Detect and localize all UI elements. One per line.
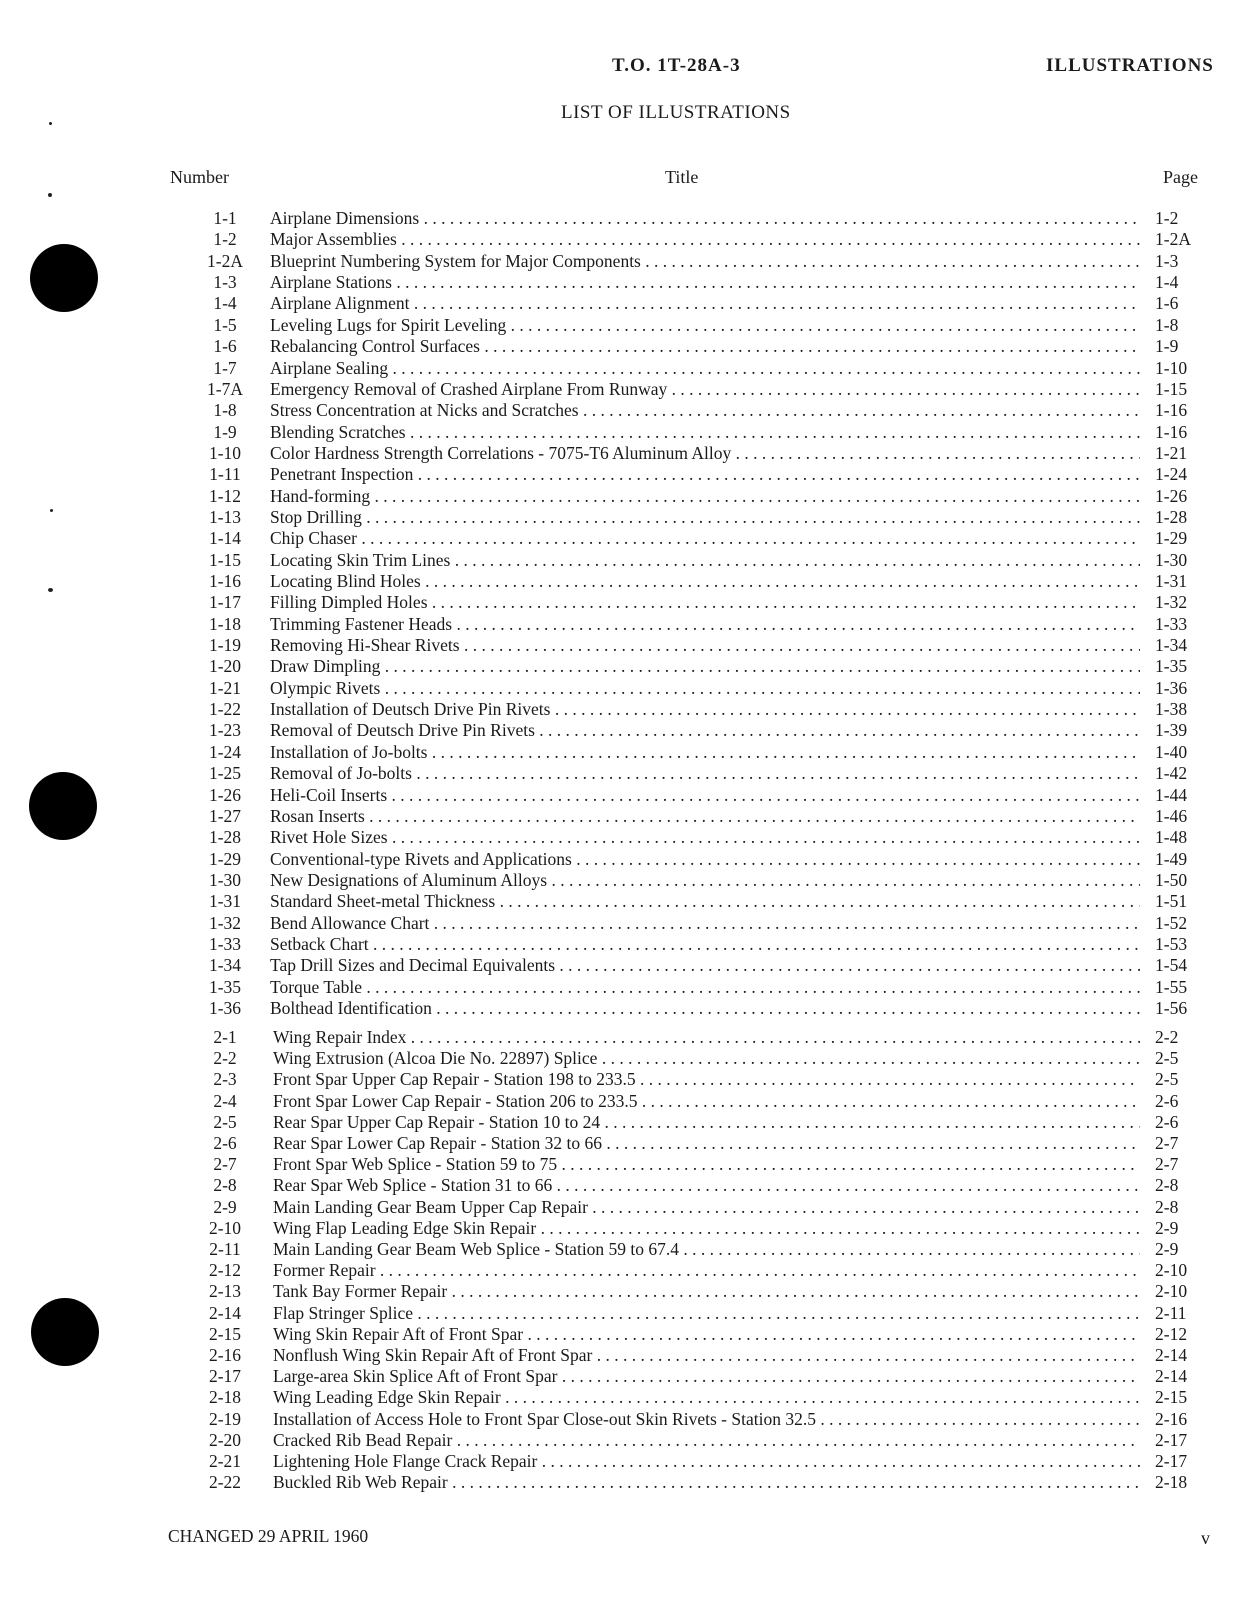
figure-page: 2-16	[1155, 1408, 1188, 1429]
figure-page: 1-28	[1155, 506, 1188, 527]
list-item	[0, 527, 1256, 549]
figure-title: Locating Skin Trim Lines . . .	[270, 549, 1140, 571]
figure-title: Removal of Deutsch Drive Pin Rivets . . .	[270, 719, 1140, 741]
figure-page: 1-38	[1155, 699, 1188, 719]
figure-number: 1-29	[208, 848, 242, 869]
figure-number: 1-2A	[207, 250, 243, 271]
figure-title: Front Spar Lower Cap Repair - Station 206 to 233.5 . . .	[273, 1090, 1140, 1112]
figure-title: Bend Allowance Chart . . .	[270, 912, 1140, 934]
list-item	[0, 976, 1256, 998]
figure-title: New Designations of Aluminum Alloys . . .	[270, 869, 1140, 891]
list-item	[0, 1196, 1256, 1218]
figure-page: 1-49	[1155, 848, 1188, 869]
figure-number: 1-7	[213, 357, 237, 378]
list-item	[0, 399, 1256, 421]
list-item	[0, 506, 1256, 528]
figure-page: 1-56	[1155, 998, 1188, 1018]
figure-number: 1-15	[208, 549, 242, 570]
figure-title: Hand-forming . . .	[270, 485, 1140, 507]
figure-page: 2-2	[1155, 1027, 1179, 1047]
figure-number: 1-30	[208, 869, 242, 890]
list-item	[0, 655, 1256, 677]
figure-number: 1-19	[208, 635, 242, 655]
figure-number: 2-6	[213, 1133, 237, 1153]
list-item	[0, 1323, 1256, 1345]
list-item	[0, 1217, 1256, 1239]
list-item	[0, 1238, 1256, 1260]
list-item	[0, 1471, 1256, 1493]
figure-page: 2-14	[1155, 1366, 1188, 1387]
figure-number: 1-28	[208, 827, 242, 848]
figure-number: 1-14	[208, 528, 242, 549]
figure-number: 2-7	[213, 1154, 237, 1175]
column-header-page: Page	[1163, 167, 1198, 187]
figure-page: 1-21	[1155, 442, 1188, 463]
page-title: LIST OF ILLUSTRATIONS	[561, 102, 791, 123]
figure-number: 1-22	[208, 699, 242, 719]
scan-speck	[49, 122, 52, 125]
figure-title: Torque Table . . .	[270, 976, 1140, 998]
list-item	[0, 207, 1256, 229]
figure-number: 1-33	[208, 933, 242, 954]
figure-title: Wing Repair Index . . .	[273, 1026, 1140, 1048]
figure-page: 1-2	[1155, 208, 1179, 228]
list-item	[0, 421, 1256, 443]
figure-number: 2-13	[208, 1281, 242, 1302]
figure-page: 2-10	[1155, 1281, 1188, 1302]
list-item	[0, 1047, 1256, 1069]
figure-number: 2-15	[208, 1323, 242, 1344]
figure-number: 1-35	[208, 976, 242, 997]
list-item	[0, 741, 1256, 763]
figure-title: Cracked Rib Bead Repair . . .	[273, 1429, 1140, 1451]
figure-page: 1-16	[1155, 400, 1188, 421]
figure-number: 1-23	[208, 720, 242, 741]
figure-number: 1-34	[208, 955, 242, 976]
figure-title: Bolthead Identification . . .	[270, 997, 1140, 1019]
figure-number: 1-32	[208, 912, 242, 933]
list-item	[0, 805, 1256, 827]
figure-title: Main Landing Gear Beam Upper Cap Repair . . .	[273, 1196, 1140, 1218]
list-item	[0, 314, 1256, 336]
figure-title: Locating Blind Holes . . .	[270, 570, 1140, 592]
column-header-number: Number	[170, 167, 229, 187]
list-item	[0, 784, 1256, 806]
figure-page: 1-44	[1155, 784, 1188, 805]
figure-page: 2-17	[1155, 1429, 1188, 1450]
list-item	[0, 1068, 1256, 1090]
figure-page: 1-2A	[1155, 229, 1191, 250]
figure-page: 1-33	[1155, 613, 1188, 634]
list-item	[0, 613, 1256, 635]
figure-title: Airplane Alignment . . .	[270, 292, 1140, 314]
list-item	[0, 1344, 1256, 1366]
list-item	[0, 335, 1256, 357]
figure-page: 2-8	[1155, 1196, 1179, 1217]
figure-page: 2-5	[1155, 1069, 1179, 1090]
figure-title: Rear Spar Upper Cap Repair - Station 10 to 24 . . .	[273, 1111, 1140, 1133]
figure-number: 1-3	[213, 272, 237, 293]
figure-page: 2-15	[1155, 1387, 1188, 1408]
figure-number: 1-4	[213, 293, 237, 314]
figure-title: Blueprint Numbering System for Major Components . . .	[270, 250, 1140, 272]
figure-title: Wing Flap Leading Edge Skin Repair . . .	[273, 1217, 1140, 1239]
figure-number: 1-12	[208, 485, 242, 506]
figure-title: Flap Stringer Splice . . .	[273, 1302, 1140, 1324]
figure-number: 2-12	[208, 1260, 242, 1281]
list-item	[0, 1132, 1256, 1154]
figure-number: 1-13	[208, 506, 242, 527]
list-item	[0, 1386, 1256, 1408]
figure-page: 2-9	[1155, 1217, 1179, 1238]
figure-title: Stop Drilling . . .	[270, 506, 1140, 528]
figure-number: 1-11	[209, 464, 241, 485]
figure-title: Draw Dimpling . . .	[270, 655, 1140, 677]
figure-page: 1-30	[1155, 549, 1188, 570]
figure-number: 2-14	[208, 1302, 242, 1323]
figure-number: 1-16	[208, 571, 242, 591]
list-item	[0, 1259, 1256, 1281]
list-item	[0, 378, 1256, 400]
figure-title: Removing Hi-Shear Rivets . . .	[270, 634, 1140, 656]
figure-number: 1-24	[208, 741, 242, 762]
list-item	[0, 1090, 1256, 1112]
figure-number: 1-10	[208, 442, 242, 463]
figure-page: 2-5	[1155, 1048, 1179, 1069]
figure-title: Airplane Sealing . . .	[270, 357, 1140, 379]
figure-number: 2-3	[213, 1069, 237, 1090]
figure-page: 1-29	[1155, 528, 1188, 549]
scan-speck	[48, 193, 52, 197]
figure-page: 1-8	[1155, 314, 1179, 335]
figure-number: 1-20	[208, 656, 242, 677]
figure-number: 2-22	[208, 1472, 242, 1493]
list-item	[0, 463, 1256, 485]
figure-page: 1-50	[1155, 869, 1188, 890]
figure-page: 1-26	[1155, 485, 1188, 506]
figure-page: 2-11	[1155, 1302, 1187, 1323]
figure-title: Installation of Access Hole to Front Spar Close-out Skin Rivets - Station 32.5 . . .	[273, 1408, 1140, 1430]
figure-number: 2-16	[208, 1345, 242, 1365]
list-item	[0, 1365, 1256, 1387]
figure-title: Blending Scratches . . .	[270, 421, 1140, 443]
figure-page: 2-18	[1155, 1472, 1188, 1493]
section-header: ILLUSTRATIONS	[1046, 55, 1214, 76]
figure-number: 1-26	[208, 784, 242, 805]
list-item	[0, 549, 1256, 571]
figure-number: 1-31	[208, 891, 242, 912]
figure-number: 2-2	[213, 1048, 237, 1069]
list-item	[0, 442, 1256, 464]
list-item	[0, 848, 1256, 870]
figure-number: 2-10	[208, 1217, 242, 1238]
list-item	[0, 485, 1256, 507]
figure-number: 1-9	[213, 421, 237, 442]
list-item	[0, 292, 1256, 314]
figure-page: 1-48	[1155, 827, 1188, 848]
list-item	[0, 271, 1256, 293]
list-item	[0, 1153, 1256, 1175]
figure-title: Large-area Skin Splice Aft of Front Spar . . .	[273, 1365, 1140, 1387]
figure-title: Rosan Inserts . . .	[270, 805, 1140, 827]
figure-title: Airplane Stations . . .	[270, 271, 1140, 293]
figure-title: Major Assemblies . . .	[270, 228, 1140, 250]
list-item	[0, 634, 1256, 656]
figure-title: Wing Extrusion (Alcoa Die No. 22897) Splice . . .	[273, 1047, 1140, 1069]
figure-title: Chip Chaser . . .	[270, 527, 1140, 549]
list-item	[0, 1450, 1256, 1472]
figure-title: Color Hardness Strength Correlations - 7075-T6 Aluminum Alloy . . .	[270, 442, 1140, 464]
figure-page: 1-4	[1155, 272, 1179, 293]
figure-page: 2-8	[1155, 1175, 1179, 1196]
figure-page: 1-31	[1155, 571, 1188, 591]
figure-title: Former Repair . . .	[273, 1259, 1140, 1281]
figure-title: Lightening Hole Flange Crack Repair . . .	[273, 1450, 1140, 1472]
figure-number: 2-4	[213, 1090, 237, 1111]
figure-title: Front Spar Upper Cap Repair - Station 198 to 233.5 . . .	[273, 1068, 1140, 1090]
figure-page: 2-6	[1155, 1090, 1179, 1111]
figure-number: 2-9	[213, 1196, 237, 1217]
figure-number: 2-5	[213, 1111, 237, 1132]
figure-page: 2-9	[1155, 1239, 1179, 1259]
change-notice: CHANGED 29 APRIL 1960	[168, 1526, 369, 1546]
figure-page: 1-54	[1155, 955, 1188, 976]
list-item	[0, 1111, 1256, 1133]
figure-page: 1-15	[1155, 378, 1188, 399]
figure-title: Olympic Rivets . . .	[270, 677, 1140, 699]
figure-number: 1-6	[213, 336, 237, 357]
figure-page: 2-6	[1155, 1111, 1179, 1132]
figure-page: 1-35	[1155, 656, 1188, 677]
list-item	[0, 826, 1256, 848]
figure-page: 1-39	[1155, 720, 1188, 741]
figure-page: 1-6	[1155, 293, 1179, 314]
figure-page: 1-40	[1155, 741, 1188, 762]
list-item	[0, 954, 1256, 976]
figure-title: Wing Leading Edge Skin Repair . . .	[273, 1386, 1140, 1408]
list-item	[0, 997, 1256, 1019]
figure-title: Installation of Deutsch Drive Pin Rivets . . .	[270, 698, 1140, 720]
list-item	[0, 1174, 1256, 1196]
figure-number: 2-17	[208, 1366, 242, 1387]
figure-number: 1-1	[213, 208, 237, 228]
list-item	[0, 719, 1256, 741]
figure-number: 1-27	[208, 805, 242, 826]
figure-title: Standard Sheet-metal Thickness . . .	[270, 890, 1140, 912]
list-item	[0, 933, 1256, 955]
figure-page: 2-7	[1155, 1133, 1179, 1153]
figure-title: Rear Spar Web Splice - Station 31 to 66 . . .	[273, 1174, 1140, 1196]
figure-title: Trimming Fastener Heads . . .	[270, 613, 1140, 635]
list-item	[0, 591, 1256, 613]
figure-number: 1-8	[213, 400, 237, 421]
figure-page: 2-10	[1155, 1260, 1188, 1281]
figure-page: 2-7	[1155, 1154, 1179, 1175]
figure-number: 2-11	[209, 1239, 241, 1259]
figure-page: 1-46	[1155, 805, 1188, 826]
figure-page: 1-36	[1155, 677, 1188, 698]
figure-title: Rear Spar Lower Cap Repair - Station 32 to 66 . . .	[273, 1132, 1140, 1154]
figure-title: Leveling Lugs for Spirit Leveling . . .	[270, 314, 1140, 336]
figure-number: 2-19	[208, 1408, 242, 1429]
figure-page: 1-42	[1155, 763, 1188, 784]
figure-page: 2-12	[1155, 1323, 1188, 1344]
list-item	[0, 1302, 1256, 1324]
list-item	[0, 1408, 1256, 1430]
figure-title: Buckled Rib Web Repair . . .	[273, 1471, 1140, 1493]
figure-page: 1-16	[1155, 421, 1188, 442]
figure-number: 2-18	[208, 1387, 242, 1408]
list-item	[0, 912, 1256, 934]
list-item	[0, 1429, 1256, 1451]
figure-title: Nonflush Wing Skin Repair Aft of Front Spar . . .	[273, 1344, 1140, 1366]
figure-number: 1-5	[213, 314, 237, 335]
figure-title: Rivet Hole Sizes . . .	[270, 826, 1140, 848]
figure-title: Emergency Removal of Crashed Airplane From Runway . . .	[270, 378, 1140, 400]
figure-title: Tap Drill Sizes and Decimal Equivalents . . .	[270, 954, 1140, 976]
figure-page: 1-55	[1155, 976, 1188, 997]
figure-number: 1-17	[208, 592, 242, 613]
figure-page: 2-14	[1155, 1345, 1188, 1365]
figure-page: 1-24	[1155, 464, 1188, 485]
figure-title: Main Landing Gear Beam Web Splice - Station 59 to 67.4 . . .	[273, 1238, 1140, 1260]
figure-number: 1-36	[208, 998, 242, 1018]
technical-order-number: T.O. 1T-28A-3	[612, 55, 741, 76]
figure-title: Rebalancing Control Surfaces . . .	[270, 335, 1140, 357]
page-number: v	[1201, 1528, 1210, 1548]
list-item	[0, 250, 1256, 272]
figure-title: Filling Dimpled Holes . . .	[270, 591, 1140, 613]
column-header-title: Title	[665, 167, 699, 187]
list-item	[0, 570, 1256, 592]
figure-title: Heli-Coil Inserts . . .	[270, 784, 1140, 806]
figure-title: Penetrant Inspection . . .	[270, 463, 1140, 485]
figure-page: 1-32	[1155, 592, 1188, 613]
figure-number: 1-18	[208, 613, 242, 634]
figure-page: 1-52	[1155, 912, 1188, 933]
figure-title: Stress Concentration at Nicks and Scratches . . .	[270, 399, 1140, 421]
figure-page: 2-17	[1155, 1451, 1188, 1471]
list-item	[0, 1026, 1256, 1048]
figure-page: 1-10	[1155, 357, 1188, 378]
list-item	[0, 228, 1256, 250]
list-item	[0, 762, 1256, 784]
figure-page: 1-9	[1155, 336, 1179, 357]
figure-title: Airplane Dimensions . . .	[270, 207, 1140, 229]
figure-number: 1-21	[208, 677, 242, 698]
figure-page: 1-53	[1155, 933, 1188, 954]
figure-title: Front Spar Web Splice - Station 59 to 75 . . .	[273, 1153, 1140, 1175]
figure-page: 1-34	[1155, 635, 1188, 655]
figure-title: Wing Skin Repair Aft of Front Spar . . .	[273, 1323, 1140, 1345]
list-item	[0, 677, 1256, 699]
list-item	[0, 698, 1256, 720]
figure-title: Conventional-type Rivets and Applications . . .	[270, 848, 1140, 870]
list-item	[0, 1280, 1256, 1302]
figure-page: 1-3	[1155, 250, 1179, 271]
figure-title: Setback Chart . . .	[270, 933, 1140, 955]
list-item	[0, 869, 1256, 891]
figure-number: 1-25	[208, 763, 242, 784]
figure-title: Removal of Jo-bolts . . .	[270, 762, 1140, 784]
figure-number: 1-7A	[207, 378, 243, 399]
figure-number: 2-1	[213, 1027, 237, 1047]
figure-page: 1-51	[1155, 891, 1188, 912]
figure-number: 2-21	[208, 1451, 242, 1471]
figure-title: Installation of Jo-bolts . . .	[270, 741, 1140, 763]
list-item	[0, 890, 1256, 912]
list-item	[0, 357, 1256, 379]
figure-number: 1-2	[213, 229, 237, 250]
figure-title: Tank Bay Former Repair . . .	[273, 1280, 1140, 1302]
figure-number: 2-20	[208, 1429, 242, 1450]
figure-number: 2-8	[213, 1175, 237, 1196]
